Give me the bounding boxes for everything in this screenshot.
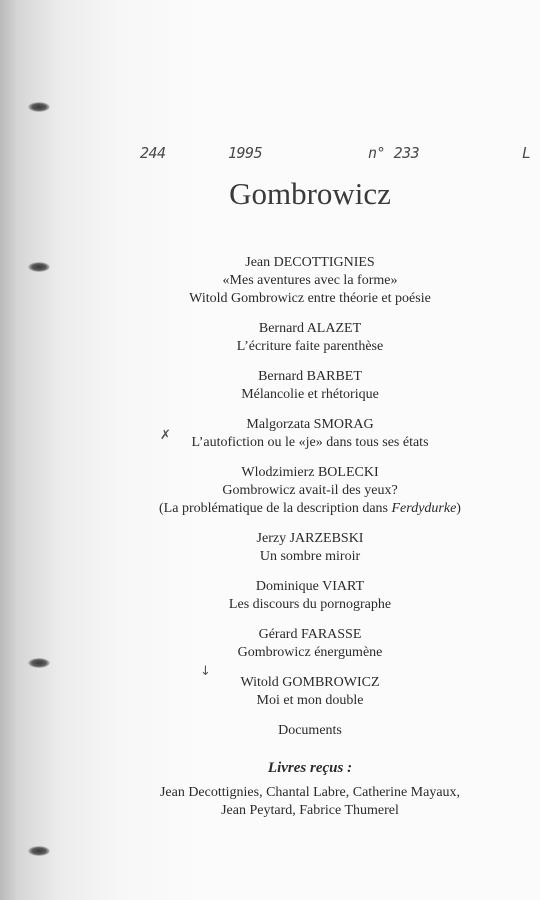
toc-entry <box>120 530 500 566</box>
received-books-list <box>100 784 520 820</box>
received-books-line: Jean Peytard, Fabrice Thumerel <box>221 803 399 818</box>
binding-hole <box>28 846 50 856</box>
table-of-contents <box>120 254 500 740</box>
entry-author: Jerzy JARZEBSKI <box>256 531 364 546</box>
toc-entry <box>120 368 500 404</box>
entry-subtitle-italic: Ferdydurke <box>391 501 457 516</box>
binding-hole <box>28 262 50 272</box>
entry-title: Gombrowicz énergumène <box>237 645 383 660</box>
toc-entry <box>120 578 500 614</box>
toc-entry <box>120 254 500 308</box>
toc-entry <box>120 674 500 710</box>
toc-entry <box>120 464 500 518</box>
handwritten-note: n° 233 <box>368 144 420 162</box>
handwritten-note: 244 <box>140 144 166 162</box>
toc-entry <box>120 320 500 356</box>
handwritten-note: 1995 <box>228 144 263 162</box>
entry-author: Jean DECOTTIGNIES <box>245 255 375 270</box>
entry-title: Gombrowicz avait-il des yeux? <box>222 483 398 498</box>
entry-author: Malgorzata SMORAG <box>246 417 374 432</box>
received-books-line: Jean Decottignies, Chantal Labre, Catherine Mayaux, <box>159 785 461 800</box>
entry-title: Mélancolie et rhétorique <box>241 387 379 402</box>
entry-subtitle-text: (La problématique de la description dans <box>159 501 392 516</box>
toc-entry <box>120 416 500 452</box>
entry-title: L’autofiction ou le «je» dans tous ses états <box>191 435 429 450</box>
entry-author: Witold GOMBROWICZ <box>240 675 380 690</box>
entry-title: L’écriture faite parenthèse <box>236 339 384 354</box>
binding-hole <box>28 102 50 112</box>
received-books-heading: Livres reçus : <box>267 760 353 776</box>
page-title: Gombrowicz <box>229 176 391 211</box>
entry-title: «Mes aventures avec la forme» <box>222 273 398 288</box>
entry-title: Un sombre miroir <box>259 549 361 564</box>
entry-author: Bernard ALAZET <box>258 321 362 336</box>
entry-title: Moi et mon double <box>256 693 364 708</box>
entry-author: Dominique VIART <box>255 579 365 594</box>
entry-subtitle <box>120 500 500 518</box>
binding-hole <box>28 658 50 668</box>
pencil-mark: ↓ <box>200 664 211 679</box>
entry-subtitle-close: ) <box>456 501 461 516</box>
handwritten-note: L <box>522 144 531 162</box>
entry-author: Bernard BARBET <box>258 369 362 384</box>
entry-author: Gérard FARASSE <box>258 627 362 642</box>
entry-author: Wlodzimierz BOLECKI <box>241 465 379 480</box>
entry-title: Les discours du pornographe <box>228 597 392 612</box>
toc-entry <box>120 626 500 662</box>
documents-label: Documents <box>278 723 342 738</box>
entry-subtitle: Witold Gombrowicz entre théorie et poésie <box>189 291 431 306</box>
pencil-mark: ✗ <box>160 428 171 443</box>
